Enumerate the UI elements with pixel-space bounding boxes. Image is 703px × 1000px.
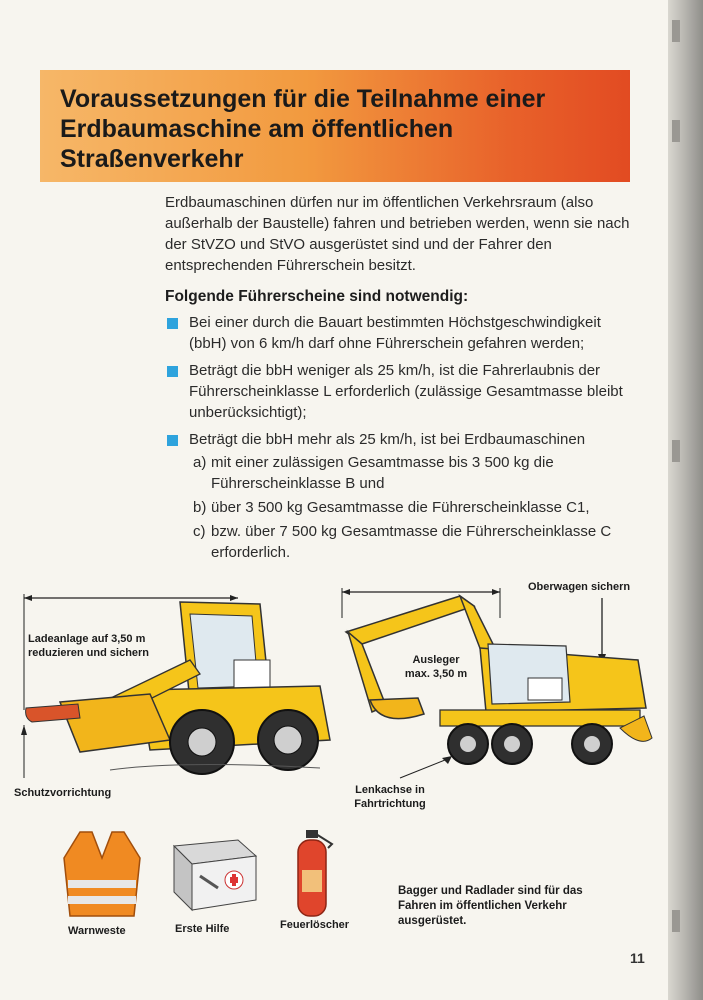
protection-label: Schutzvorrichtung: [14, 787, 112, 799]
wheel-loader-illustration: [20, 590, 340, 790]
upper-structure-label: Oberwagen sichern: [528, 581, 631, 593]
first-aid-kit-icon: [168, 836, 258, 912]
axle-label: Lenkachse in Fahrtrichtung: [354, 784, 426, 810]
safety-vest-icon: [62, 828, 142, 918]
sub-item: [189, 497, 635, 518]
boom-label: Ausleger max. 3,50 m: [404, 654, 468, 680]
edge-marker: [672, 120, 680, 142]
equipment-note: Bagger und Radlader sind für das Fahren im öffentlichen Verkehr ausgerüstet.: [398, 885, 583, 927]
requirement-text: Beträgt die bbH mehr als 25 km/h, ist bei Erdbaumaschinen: [189, 431, 586, 448]
sub-item-text: mit einer zulässigen Gesamtmasse bis 3 500 kg die Führerscheinklasse B und: [211, 454, 554, 492]
requirement-item: [165, 429, 635, 563]
requirement-item: [165, 360, 635, 423]
sub-item-mark: c): [193, 523, 206, 540]
extinguisher-label: Feuerlöscher: [280, 919, 350, 931]
edge-marker: [672, 440, 680, 462]
requirement-text: Bei einer durch die Bauart bestimmten Höchstgeschwindigkeit (bbH) von 6 km/h darf ohne Führerschein gefahren werden;: [189, 314, 601, 352]
requirements-heading: Folgende Führerscheine sind notwendig:: [165, 288, 469, 305]
edge-marker: [672, 910, 680, 932]
vest-label: Warnweste: [68, 925, 126, 937]
page-title: Voraussetzungen für die Teilnahme einer Erdbaumaschine am öffentlichen Straßenverkehr: [60, 85, 546, 173]
loader-label: Ladeanlage auf 3,50 m reduzieren und sichern: [28, 633, 150, 659]
edge-marker: [672, 20, 680, 42]
requirement-text: Beträgt die bbH weniger als 25 km/h, ist die Fahrerlaubnis der Führerscheinklasse L erforderlich (zulässige Gesamtmasse bleibt unberücksichtigt);: [189, 362, 623, 421]
excavator-illustration: [340, 588, 660, 788]
bullet-square-icon: [167, 435, 178, 446]
bullet-square-icon: [167, 318, 178, 329]
bullet-square-icon: [167, 366, 178, 377]
first-aid-label: Erste Hilfe: [175, 923, 230, 935]
sub-item-mark: b): [193, 499, 207, 516]
license-sublist: [189, 452, 635, 563]
sub-item-text: über 3 500 kg Gesamtmasse die Führerscheinklasse C1,: [211, 499, 590, 516]
sub-item-text: bzw. über 7 500 kg Gesamtmasse die Führerscheinklasse C erforderlich.: [211, 523, 612, 561]
page-number: 11: [630, 950, 645, 966]
sub-item-mark: a): [193, 454, 207, 471]
sub-item: [189, 452, 635, 494]
requirements-list: [165, 312, 635, 569]
intro-paragraph: Erdbaumaschinen dürfen nur im öffentlichen Verkehrsraum (also außerhalb der Baustelle) fahren und betrieben werden, wenn sie nach der StVZO und StVO ausgerüstet sind und der Fahrer den entsprechenden Führerschein besitzt.: [165, 194, 630, 274]
sub-item: [189, 521, 635, 563]
fire-extinguisher-icon: [288, 830, 338, 920]
page-edge: [668, 0, 703, 1000]
requirement-item: [165, 312, 635, 354]
